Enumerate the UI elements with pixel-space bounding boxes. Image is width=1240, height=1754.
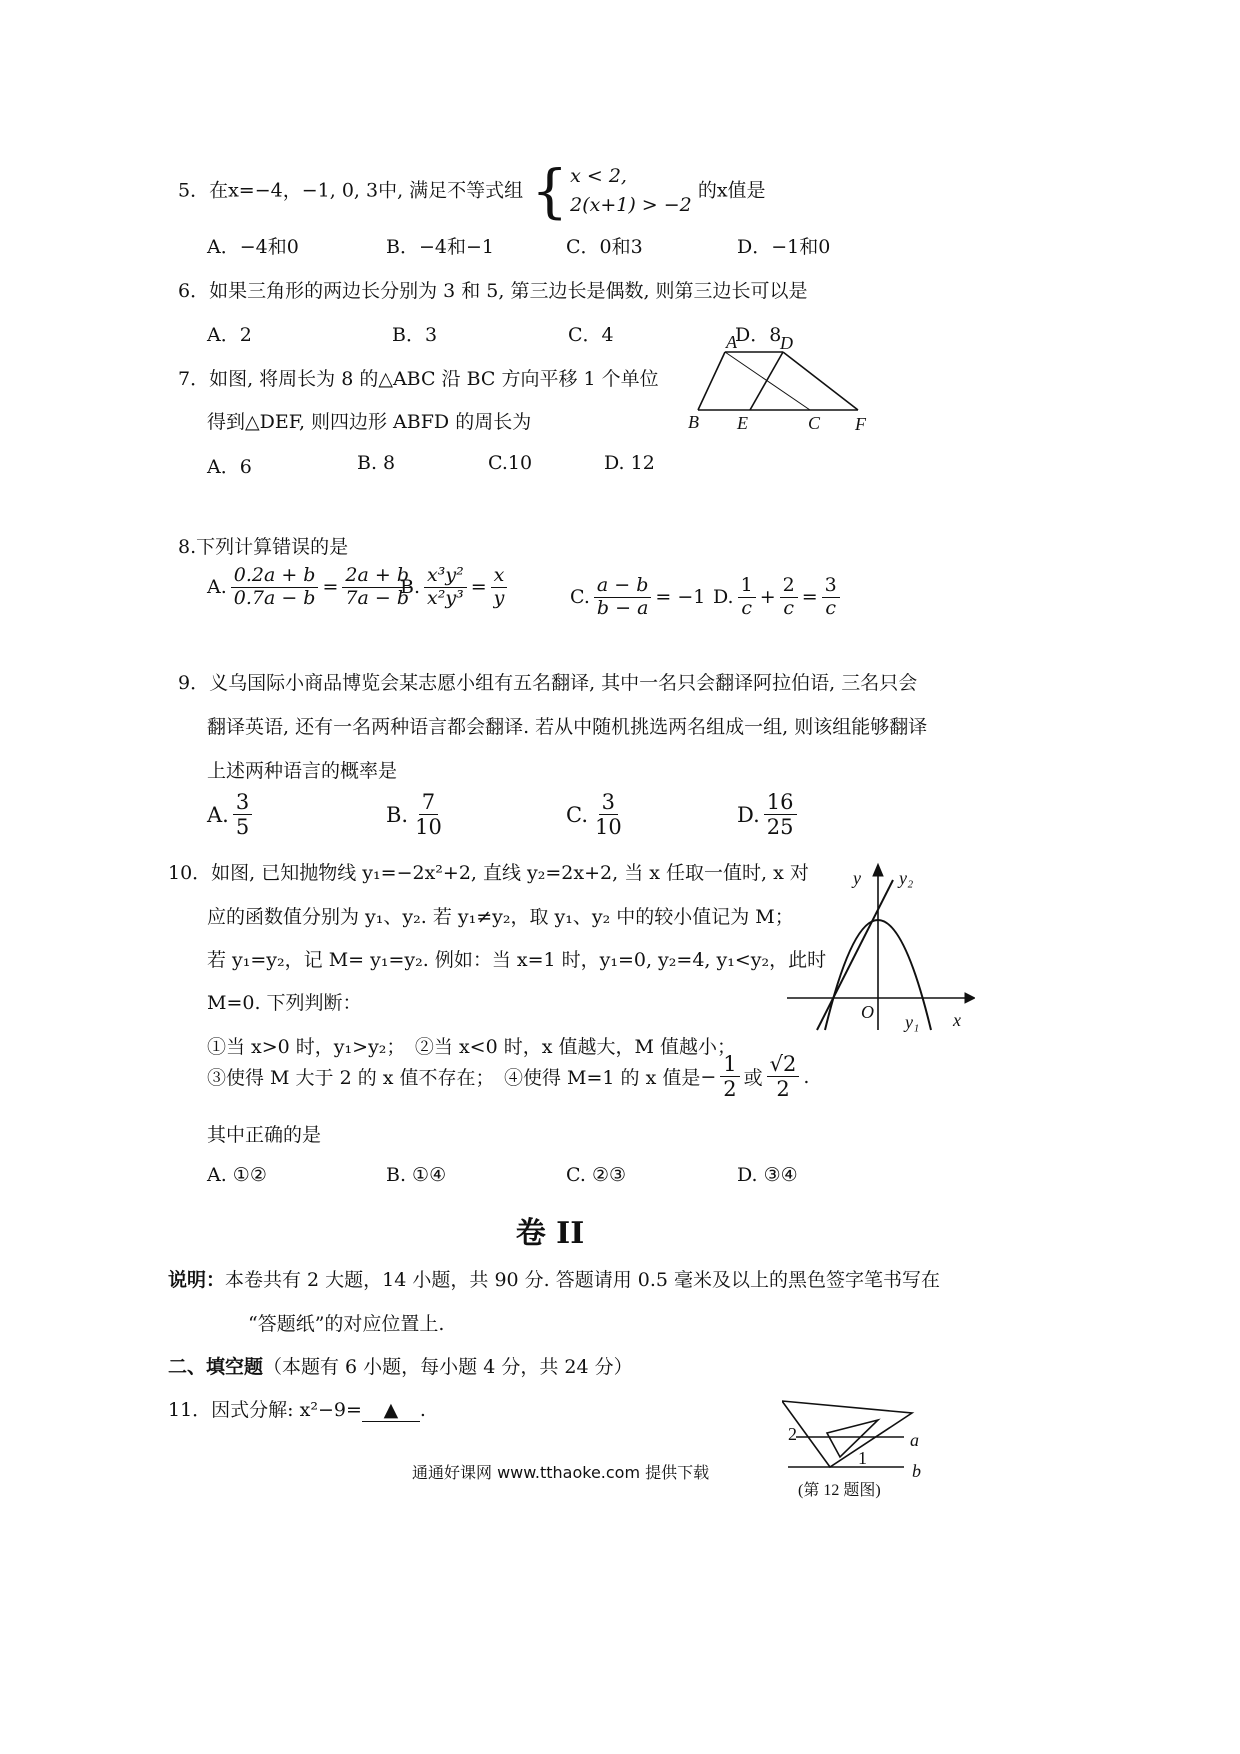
- q7-line2: 得到△DEF, 则四边形 ABFD 的周长为: [207, 411, 532, 433]
- numerator: 0.2a + b: [231, 565, 319, 588]
- line-ab: [698, 352, 725, 410]
- label-x: x: [953, 1010, 961, 1030]
- fraction: [764, 790, 797, 839]
- q8-option-d-label: D.: [713, 586, 734, 609]
- label-e: E: [737, 413, 748, 433]
- line-ac: [725, 352, 810, 410]
- q7-option-c: C.10: [488, 452, 533, 474]
- numerator: 3: [233, 790, 252, 815]
- section-rest: （本题有 6 小题，每小题 4 分，共 24 分）: [263, 1356, 633, 1378]
- angle-1-label: 1: [858, 1448, 867, 1468]
- numerator: 3: [599, 790, 618, 815]
- label-y1: y₁: [905, 1012, 920, 1032]
- q10-option-b: B. ①④: [386, 1164, 447, 1186]
- q9-option-a: [207, 790, 256, 839]
- numerator: a − b: [594, 575, 652, 598]
- x-axis-arrow-icon: [965, 993, 975, 1003]
- q7-option-d: D. 12: [604, 452, 655, 474]
- numerator: √2: [767, 1052, 800, 1077]
- q8-option-c-label: C.: [570, 586, 590, 609]
- triangle-icon: ▲: [383, 1399, 399, 1421]
- denominator: 2: [776, 1077, 790, 1102]
- numerator: 1: [738, 575, 756, 598]
- label-y2: y₂: [899, 868, 914, 888]
- q10-line6-or: 或: [743, 1067, 763, 1090]
- fraction: [822, 575, 840, 620]
- denominator: x²y³: [427, 586, 464, 609]
- section-heading: [168, 1352, 633, 1379]
- q8-stem: 8.下列计算错误的是: [178, 536, 349, 558]
- denominator: 0.7a − b: [233, 586, 316, 609]
- q10-line7: 其中正确的是: [207, 1124, 322, 1146]
- denominator: c: [741, 596, 752, 619]
- denominator: c: [783, 596, 794, 619]
- label-d: D: [780, 333, 793, 353]
- q11-stem: [168, 1395, 426, 1422]
- line-df: [783, 352, 858, 410]
- fraction: [780, 575, 798, 620]
- line-a-label: a: [910, 1430, 919, 1450]
- q9-option-d: [737, 790, 801, 839]
- numerator: x³y²: [424, 565, 467, 588]
- label-f: F: [855, 414, 866, 434]
- q10-line5: ①当 x>0 时，y₁>y₂； ②当 x<0 时，x 值越大，M 值越小；: [207, 1036, 736, 1058]
- set-square-outer: [782, 1401, 912, 1467]
- q6-option-b: B．3: [392, 324, 438, 346]
- q10-figure: [785, 860, 975, 1040]
- label-origin: O: [861, 1002, 874, 1022]
- line-y2: [817, 880, 893, 1030]
- q10-line1: 10．如图, 已知抛物线 y₁=−2x²+2, 直线 y₂=2x+2, 当 x 任取一值时, x 对: [168, 862, 809, 884]
- numerator: 16: [764, 790, 797, 815]
- q10-option-c: C. ②③: [566, 1164, 627, 1186]
- angle-2-label: 2: [788, 1424, 797, 1444]
- numerator: 7: [419, 790, 438, 815]
- q5-option-c: C．0和3: [566, 236, 643, 258]
- fraction: [412, 790, 445, 839]
- numerator: 2: [780, 575, 798, 598]
- q9-option-c-label: C.: [566, 802, 588, 827]
- fraction: [720, 1052, 739, 1101]
- fraction: [767, 1052, 800, 1101]
- q11-text: 11．因式分解: x²−9=: [168, 1399, 362, 1421]
- q7-line1: 7．如图, 将周长为 8 的△ABC 沿 BC 方向平移 1 个单位: [178, 368, 659, 390]
- denominator: 7a − b: [345, 586, 409, 609]
- label-y: y: [853, 868, 861, 888]
- line-de: [750, 352, 783, 410]
- footer-text: 通通好课网 www.tthaoke.com 提供下载: [412, 1463, 710, 1482]
- q12-caption: (第 12 题图): [798, 1482, 881, 1499]
- part2-note-text: 本卷共有 2 大题，14 小题，共 90 分. 答题请用 0.5 毫米及以上的黑色签字笔书写在: [225, 1269, 941, 1291]
- q5-stem-a: 5．在x=−4，−1, 0, 3中, 满足不等式组: [178, 179, 524, 202]
- part2-note-line2: “答题纸”的对应位置上.: [248, 1313, 445, 1335]
- q10-option-a: A. ①②: [207, 1164, 267, 1186]
- part2-title: 卷 II: [515, 1216, 585, 1251]
- part2-note-line1: [168, 1265, 940, 1292]
- fraction: [231, 565, 319, 610]
- q7-figure: [680, 330, 880, 440]
- brace-icon: {: [531, 157, 569, 226]
- fraction: [233, 790, 252, 839]
- fraction: [592, 790, 625, 839]
- fraction: [594, 575, 652, 620]
- q8-option-c-result: = −1: [655, 586, 706, 609]
- q5-system: [529, 157, 692, 226]
- q7-option-a: A．6: [207, 456, 252, 478]
- q8-option-a: A. $\frac{0.2a + b}{0.7a - b}$ = $\frac{2a + b}{7a - b}$: [207, 565, 416, 610]
- q8-option-d: D. $\frac{1}{c}$ + $\frac{2}{c}$ = $\frac{3}{c}$: [713, 575, 844, 620]
- part2-note-label: 说明：: [168, 1269, 226, 1291]
- q9-line3: 上述两种语言的概率是: [207, 760, 398, 782]
- label-a: A: [726, 332, 737, 352]
- q9-option-d-label: D.: [737, 802, 760, 827]
- q11-answer-blank[interactable]: [362, 1399, 420, 1422]
- q6-stem: 6．如果三角形的两边长分别为 3 和 5, 第三边长是偶数, 则第三边长可以是: [178, 280, 808, 302]
- denominator: 10: [415, 815, 442, 840]
- q10-option-d: D. ③④: [737, 1164, 798, 1186]
- q11-end: .: [419, 1399, 426, 1421]
- numerator: x: [491, 565, 508, 588]
- q9-option-a-label: A.: [207, 802, 229, 827]
- q9-option-c: [566, 790, 629, 839]
- fraction: [424, 565, 467, 610]
- q9-option-b-label: B.: [386, 802, 409, 827]
- q8-option-b: B. $\frac{\text{x³y²}}{\text{x²y³}}$ = $\frac{x}{y}$: [400, 565, 511, 610]
- q8-option-c: [570, 575, 705, 620]
- q12-figure: [782, 1393, 932, 1505]
- q5-sys-line1: x < 2,: [570, 165, 627, 187]
- q10-line3: 若 y₁=y₂，记 M= y₁=y₂. 例如：当 x=1 时，y₁=0, y₂=4, y₁<y₂，此时: [207, 949, 827, 971]
- denominator: y: [493, 586, 505, 609]
- denominator: 5: [235, 815, 250, 840]
- denominator: 10: [595, 815, 622, 840]
- q10-line2: 应的函数值分别为 y₁、y₂. 若 y₁≠y₂，取 y₁、y₂ 中的较小值记为 M；: [207, 906, 794, 928]
- line-b-label: b: [912, 1461, 921, 1481]
- q8-option-a-label: A.: [207, 576, 227, 599]
- denominator: 2: [723, 1077, 737, 1102]
- q8-option-b-label: B.: [400, 576, 421, 599]
- q5-option-a: A．−4和0: [207, 236, 299, 258]
- q5-sys-line2: 2(x+1) > −2: [570, 194, 692, 217]
- q9-line1: 9．义乌国际小商品博览会某志愿小组有五名翻译, 其中一名只会翻译阿拉伯语, 三名只会: [178, 672, 918, 694]
- q5-option-d: D．−1和0: [737, 236, 831, 258]
- q9-option-b: [386, 790, 449, 839]
- q6-option-d: D．8: [735, 324, 782, 346]
- denominator: b − a: [596, 596, 649, 619]
- numerator: 2a + b: [342, 565, 412, 588]
- denominator: c: [825, 596, 837, 619]
- fraction: [738, 575, 756, 620]
- q9-line2: 翻译英语, 还有一名两种语言都会翻译. 若从中随机挑选两名组成一组, 则该组能够翻译: [207, 716, 928, 738]
- q10-line4: M=0. 下列判断：: [207, 992, 362, 1014]
- q10-line6-text: ③使得 M 大于 2 的 x 值不存在； ④使得 M=1 的 x 值是: [207, 1067, 701, 1090]
- q10-line6: ③使得 M 大于 2 的 x 值不存在； ④使得 M=1 的 x 值是 − $\frac{1}{2}$ 或 $\frac{√2}{2}$ .: [207, 1052, 810, 1102]
- y-axis-arrow-icon: [873, 864, 883, 876]
- fraction: [491, 565, 508, 610]
- numerator: 3: [822, 575, 840, 598]
- label-c: C: [808, 413, 821, 433]
- numerator: 1: [720, 1052, 739, 1077]
- q6-option-c: C．4: [568, 324, 614, 346]
- q5-stem: [178, 157, 766, 226]
- q5-option-b: B．−4和−1: [386, 236, 494, 258]
- label-b: B: [688, 412, 699, 432]
- q6-option-a: A．2: [207, 324, 252, 346]
- section-label: 二、填空题: [168, 1356, 264, 1378]
- q5-stem-b: 的x值是: [697, 179, 766, 202]
- denominator: 25: [766, 815, 794, 840]
- q7-option-b: B. 8: [357, 452, 396, 474]
